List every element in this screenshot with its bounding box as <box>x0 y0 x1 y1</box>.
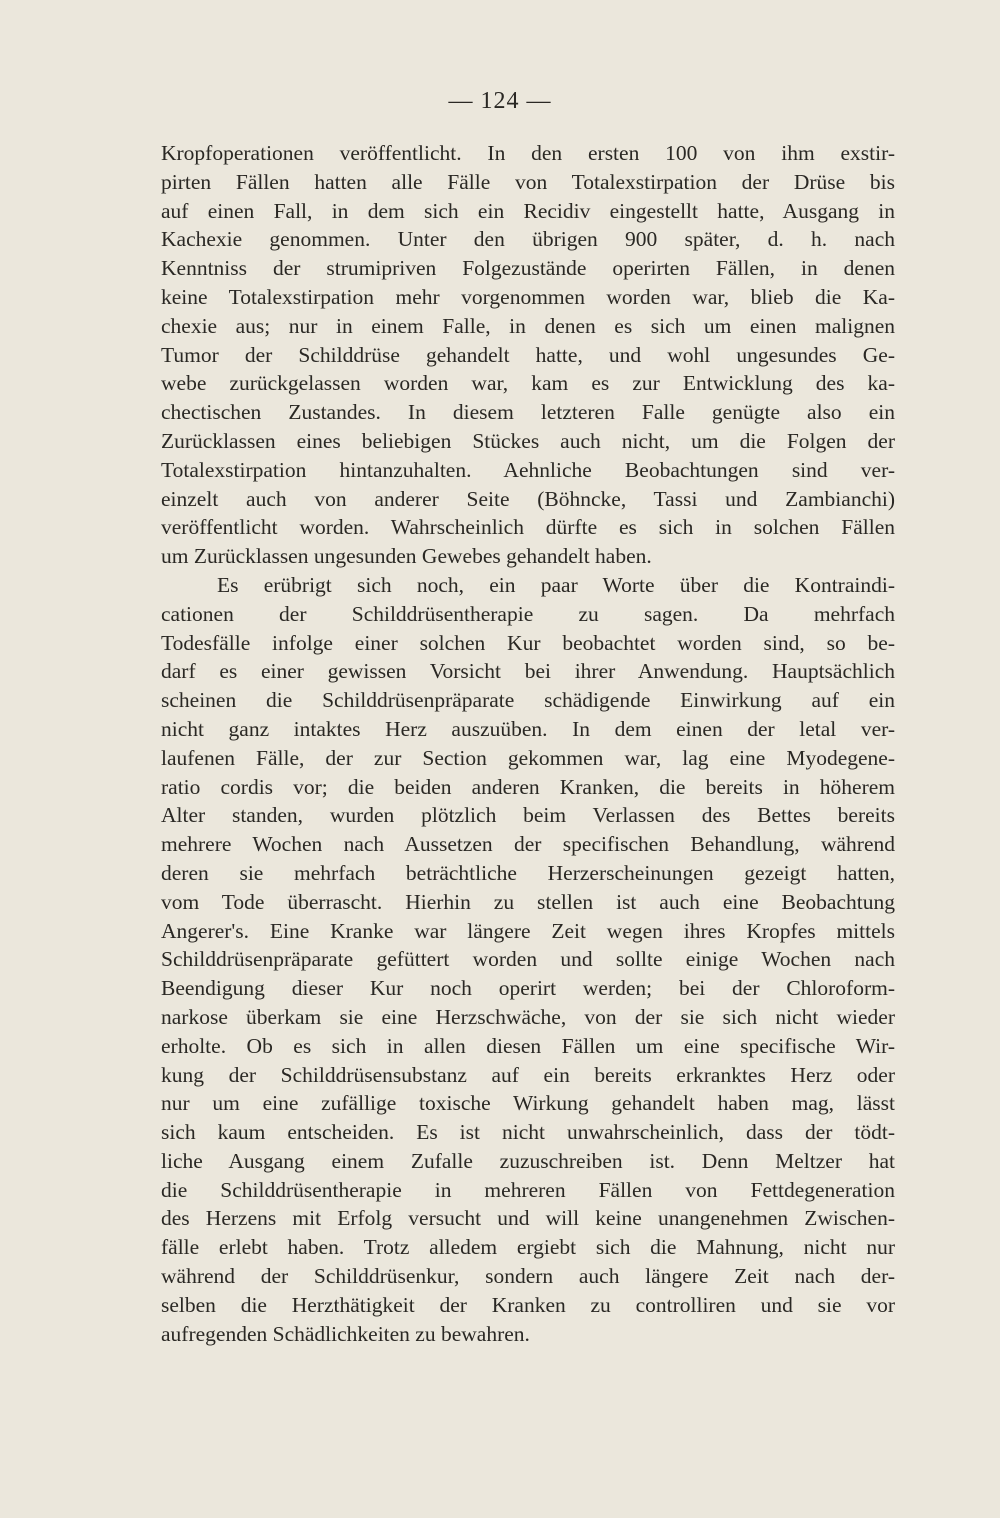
text-line: darf es einer gewissen Vorsicht bei ihrer Anwendung. Hauptsächlich <box>161 659 895 684</box>
text-line: erholte. Ob es sich in allen diesen Fällen um eine specifische Wir- <box>161 1033 895 1058</box>
text-line: Schilddrüsenpräparate gefüttert worden und sollte einige Wochen nach <box>161 947 895 972</box>
text-line: einzelt auch von anderer Seite (Böhncke, Tassi und Zambianchi) <box>161 486 895 511</box>
text-line: deren sie mehrfach beträchtliche Herzerscheinungen gezeigt hatten, <box>161 860 895 885</box>
paragraph-end-line: aufregenden Schädlichkeiten zu bewahren. <box>161 1321 530 1346</box>
text-line: nur um eine zufällige toxische Wirkung gehandelt haben mag, lässt <box>161 1091 895 1116</box>
text-line: Kachexie genommen. Unter den übrigen 900 später, d. h. nach <box>161 227 895 252</box>
paragraph-start-line: Es erübrigt sich noch, ein paar Worte über die Kontraindi- <box>217 572 895 597</box>
text-line: die Schilddrüsentherapie in mehreren Fällen von Fettdegeneration <box>161 1177 895 1202</box>
text-line: liche Ausgang einem Zufalle zuzuschreiben ist. Denn Meltzer hat <box>161 1148 895 1173</box>
text-line: nicht ganz intaktes Herz auszuüben. In dem einen der letal ver- <box>161 716 895 741</box>
page-number: — 124 — <box>448 88 552 114</box>
text-line: narkose überkam sie eine Herzschwäche, von der sie sich nicht wieder <box>161 1004 895 1029</box>
text-line: scheinen die Schilddrüsenpräparate schädigende Einwirkung auf ein <box>161 688 895 713</box>
text-line: veröffentlicht worden. Wahrscheinlich dürfte es sich in solchen Fällen <box>161 515 895 540</box>
text-line: chectischen Zustandes. In diesem letzteren Falle genügte also ein <box>161 400 895 425</box>
text-line: kung der Schilddrüsensubstanz auf ein bereits erkranktes Herz oder <box>161 1062 895 1087</box>
text-line: vom Tode überrascht. Hierhin zu stellen ist auch eine Beobachtung <box>161 889 895 914</box>
text-line: Kropfoperationen veröffentlicht. In den ersten 100 von ihm exstir- <box>161 141 895 165</box>
text-line: cationen der Schilddrüsentherapie zu sagen. Da mehrfach <box>161 601 895 626</box>
text-line: selben die Herzthätigkeit der Kranken zu controlliren und sie vor <box>161 1292 895 1317</box>
text-line: Zurücklassen eines beliebigen Stückes auch nicht, um die Folgen der <box>161 428 895 453</box>
text-line: fälle erlebt haben. Trotz alledem ergiebt sich die Mahnung, nicht nur <box>161 1235 895 1260</box>
text-line: Tumor der Schilddrüse gehandelt hatte, und wohl ungesundes Ge- <box>161 342 895 367</box>
body-text <box>161 139 895 1348</box>
text-line: keine Totalexstirpation mehr vorgenommen worden war, blieb die Ka- <box>161 284 895 309</box>
paragraph-end-line: um Zurücklassen ungesunden Gewebes gehandelt haben. <box>161 544 652 569</box>
text-line: pirten Fällen hatten alle Fälle von Totalexstirpation der Drüse bis <box>161 169 895 194</box>
text-line: während der Schilddrüsenkur, sondern auch längere Zeit nach der- <box>161 1264 895 1289</box>
text-line: des Herzens mit Erfolg versucht und will keine unangenehmen Zwischen- <box>161 1206 895 1231</box>
text-line: Beendigung dieser Kur noch operirt werden; bei der Chloroform- <box>161 976 895 1001</box>
text-line: Angerer's. Eine Kranke war längere Zeit wegen ihres Kropfes mittels <box>161 918 895 943</box>
text-line: mehrere Wochen nach Aussetzen der specifischen Behandlung, während <box>161 832 895 857</box>
text-line: chexie aus; nur in einem Falle, in denen es sich um einen malignen <box>161 313 895 338</box>
text-line: Kenntniss der strumipriven Folgezustände operirten Fällen, in denen <box>161 256 895 281</box>
text-line: Totalexstirpation hintanzuhalten. Aehnliche Beobachtungen sind ver- <box>161 457 895 482</box>
text-line: ratio cordis vor; die beiden anderen Kranken, die bereits in höherem <box>161 774 895 799</box>
text-line: laufenen Fälle, der zur Section gekommen war, lag eine Myodegene- <box>161 745 895 770</box>
text-line: Alter standen, wurden plötzlich beim Verlassen des Bettes bereits <box>161 803 895 828</box>
text-line: auf einen Fall, in dem sich ein Recidiv eingestellt hatte, Ausgang in <box>161 198 895 223</box>
text-line: Todesfälle infolge einer solchen Kur beobachtet worden sind, so be- <box>161 630 895 655</box>
text-line: sich kaum entscheiden. Es ist nicht unwahrscheinlich, dass der tödt- <box>161 1120 895 1145</box>
text-line: webe zurückgelassen worden war, kam es zur Entwicklung des ka- <box>161 371 895 396</box>
